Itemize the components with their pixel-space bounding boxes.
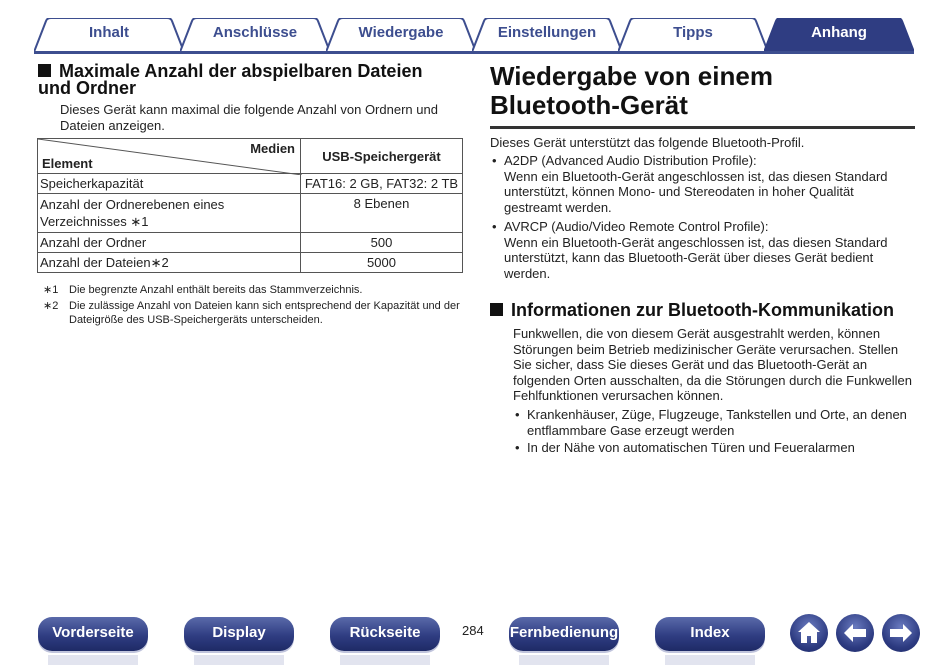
row-value: 500 <box>301 233 463 253</box>
comm-text: Funkwellen, die von diesem Gerät ausgestrahlt werden, können Störungen beim Betrieb medizinischer Geräte verursachen. Stellen Sie sicher, dass Sie dieses Gerät und das Bluetooth-Gerät an folgenden Orten ausschalten, da die Störungen durch die Funkwellen Fehlfunktionen verursachen können. <box>513 326 912 404</box>
footnote-text: Die zulässige Anzahl von Dateien kann sich entsprechend der Kapazität und der Dateigröße des USB-Speichergeräts unterscheiden. <box>69 300 460 326</box>
nav-button-vorderseite[interactable] <box>38 617 148 651</box>
nav-button-fernbedienung[interactable] <box>509 617 619 651</box>
footnote-mark: ∗1 <box>43 284 59 296</box>
page-title: Wiedergabe von einem Bluetooth-Gerät <box>490 61 773 120</box>
button-label: Index <box>690 624 730 641</box>
header-element: Element <box>42 156 93 171</box>
forward-button[interactable] <box>882 614 920 652</box>
heading-text: Maximale Anzahl der abspielbaren Dateien und Ordner <box>38 61 423 98</box>
profile-text: Wenn ein Bluetooth-Gerät angeschlossen ist, das diesen Standard unterstützt, können Mono- und Stereodaten in hoher Qualität gestreamt werden. <box>504 168 888 216</box>
nav-button-index[interactable] <box>655 617 765 651</box>
button-label: Fernbedienung <box>509 624 619 641</box>
tab-anhang[interactable] <box>764 18 914 52</box>
button-label: Display <box>212 624 266 641</box>
row-label: Anzahl der Dateien∗2 <box>38 253 301 273</box>
profile-text: Wenn ein Bluetooth-Gerät angeschlossen ist, das diesen Standard unterstützt, kann das Bluetooth-Gerät über dieses Gerät bedient werden. <box>504 234 888 281</box>
profile-name: • AVRCP (Audio/Video Remote Control Profile): <box>504 218 769 234</box>
row-label: Anzahl der Ordnerebenen eines Verzeichnisses ∗1 <box>38 194 301 233</box>
row-value: 5000 <box>301 253 463 273</box>
profile-name: • A2DP (Advanced Audio Distribution Profile): <box>504 153 757 168</box>
home-button[interactable] <box>790 614 828 652</box>
table-header-row <box>38 139 463 174</box>
profile-list <box>490 153 915 282</box>
footnote <box>43 299 473 327</box>
tab-einstellungen[interactable] <box>472 18 622 52</box>
table-row <box>38 174 463 194</box>
list-item: • Krankenhäuser, Züge, Flugzeuge, Tankstellen und Orte, an denen entflammbare Gase erzeugt werden <box>513 407 913 438</box>
title-rule <box>490 126 915 129</box>
tab-label: Anschlüsse <box>212 24 298 41</box>
location-list <box>513 407 913 456</box>
table-row <box>38 194 463 233</box>
button-label: Rückseite <box>349 624 421 641</box>
list-item <box>490 219 915 282</box>
tab-label: Tipps <box>673 24 713 41</box>
bluetooth-intro: Dieses Gerät unterstützt das folgende Bluetooth-Profil. <box>490 135 805 150</box>
row-label: Speicherkapazität <box>38 174 301 194</box>
section-heading-max-files <box>38 63 458 97</box>
arrow-right-icon <box>882 614 920 652</box>
diagonal-header-cell <box>38 139 301 174</box>
tab-label: Anhang <box>811 24 867 41</box>
row-label: Anzahl der Ordner <box>38 233 301 253</box>
footnote <box>43 283 473 297</box>
arrow-left-icon <box>836 614 874 652</box>
button-label: Vorderseite <box>52 624 134 641</box>
header-medien: Medien <box>250 141 295 156</box>
back-button[interactable] <box>836 614 874 652</box>
heading-text: Informationen zur Bluetooth-Kommunikation <box>511 300 894 320</box>
tab-label: Wiedergabe <box>358 24 444 41</box>
table-row <box>38 233 463 253</box>
tab-anschluesse[interactable] <box>180 18 330 52</box>
footnote-text: Die begrenzte Anzahl enthält bereits das Stammverzeichnis. <box>69 284 363 296</box>
tab-label: Einstellungen <box>497 24 597 41</box>
list-item <box>490 153 915 216</box>
row-value: FAT16: 2 GB, FAT32: 2 TB <box>301 174 463 194</box>
section-heading-bt-comm <box>490 302 915 319</box>
tab-inhalt[interactable] <box>34 18 184 52</box>
spec-table <box>37 138 463 273</box>
square-bullet-icon <box>490 303 503 316</box>
tab-tipps[interactable] <box>618 18 768 52</box>
footnote-mark: ∗2 <box>43 300 59 312</box>
nav-button-rueckseite[interactable] <box>330 617 440 651</box>
tab-label: Inhalt <box>89 24 129 41</box>
tab-bar <box>34 18 914 52</box>
intro-text: Dieses Gerät kann maximal die folgende Anzahl von Ordnern und Dateien anzeigen. <box>60 102 438 133</box>
table-row <box>38 253 463 273</box>
tab-wiedergabe[interactable] <box>326 18 476 52</box>
list-item: • In der Nähe von automatischen Türen und Feueralarmen <box>513 440 913 456</box>
tab-underline <box>34 51 914 54</box>
home-icon <box>790 614 828 652</box>
row-value: 8 Ebenen <box>301 194 463 233</box>
header-usb: USB-Speichergerät <box>301 139 463 174</box>
square-bullet-icon <box>38 64 51 77</box>
nav-button-display[interactable] <box>184 617 294 651</box>
page-number: 284 <box>462 623 484 638</box>
